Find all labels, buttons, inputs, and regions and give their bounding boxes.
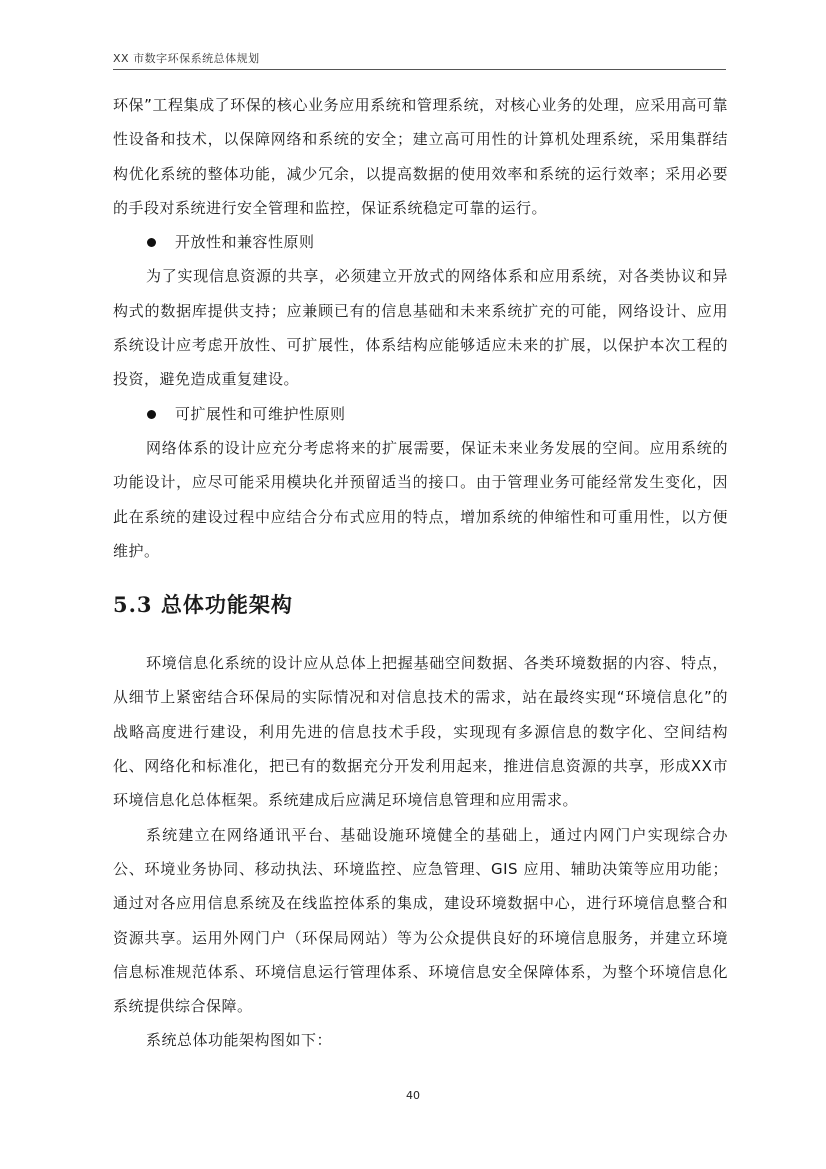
paragraph-scalability: 网络体系的设计应充分考虑将来的扩展需要，保证未来业务发展的空间。应用系统的功能设计，应尽可能采用模块化并预留适当的接口。由于管理业务可能经常发生变化，因此在系统的建设过程中应结合分布式应用的特点，增加系统的伸缩性和可重用性，以方便维护。 <box>113 438 728 560</box>
paragraph-system-basis: 系统建立在网络通讯平台、基础设施环境健全的基础上，通过内网门户实现综合办公、环境业务协同、移动执法、环境监控、应急管理、GIS 应用、辅助决策等应用功能；通过对各应用信息系统及在线监控体系的集成，建设环境数据中心，进行环境信息整合和资源共享。运用外网门户（环保局网站）等为公众提供良好的环境信息服务，并建立环境信息标准规范体系、环境信息运行管理体系、环境信息安全保障体系，为整个环境信息化系统提供综合保障。 <box>113 825 728 1016</box>
paragraph-overview: 环境信息化系统的设计应从总体上把握基础空间数据、各类环境数据的内容、特点，从细节上紧密结合环保局的实际情况和对信息技术的需求，站在最终实现“环境信息化”的战略高度进行建设，利用先进的信息技术手段，实现现有多源信息的数字化、空间结构化、网络化和标准化，把已有的数据充分开发利用起来，推进信息资源的共享，形成XX市环境信息化总体框架。系统建成后应满足环境信息管理和应用需求。 <box>113 654 728 810</box>
paragraph-openness: 为了实现信息资源的共享，必须建立开放式的网络体系和应用系统，对各类协议和异构式的数据库提供支持；应兼顾已有的信息基础和未来系统扩充的可能，网络设计、应用系统设计应考虑开放性、可扩展性，体系结构应能够适应未来的扩展，以保护本次工程的投资，避免造成重复建设。 <box>113 267 728 389</box>
paragraph-reliability: 环保”工程集成了环保的核心业务应用系统和管理系统，对核心业务的处理，应采用高可靠性设备和技术，以保障网络和系统的安全；建立高可用性的计算机处理系统，采用集群结构优化系统的整体功能，减少冗余，以提高数据的使用效率和系统的运行效率；采用必要的手段对系统进行安全管理和监控，保证系统稳定可靠的运行。 <box>113 96 728 217</box>
paragraph-diagram-intro: 系统总体功能架构图如下： <box>146 1031 333 1050</box>
bullet-openness-label: 开放性和兼容性原则 <box>175 233 315 252</box>
bullet-dot-icon <box>147 238 156 247</box>
page-number: 40 <box>406 1089 420 1102</box>
document-body <box>113 88 728 1058</box>
bullet-openness <box>113 225 728 259</box>
bullet-scalability-label: 可扩展性和可维护性原则 <box>175 404 346 423</box>
bullet-scalability <box>113 397 728 431</box>
section-heading: 5.3 总体功能架构 <box>113 592 293 618</box>
header-divider <box>113 69 726 70</box>
bullet-dot-icon <box>147 410 156 419</box>
running-header: XX 市数字环保系统总体规划 <box>113 52 260 65</box>
